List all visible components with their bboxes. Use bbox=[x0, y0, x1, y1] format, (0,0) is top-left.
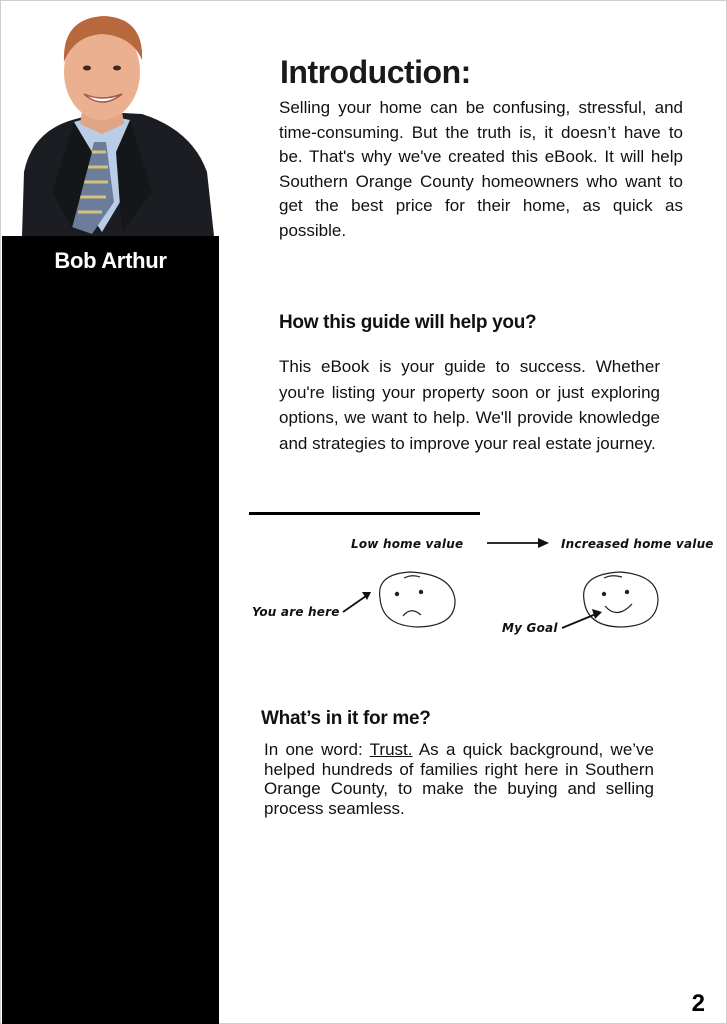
page-number: 2 bbox=[691, 990, 705, 1017]
sad-face-icon bbox=[380, 572, 455, 627]
intro-body: Selling your home can be confusing, stressful, and time-consuming. But the truth is, it doesn’t have to be. That's why we've created this eBook. It will help Southern Orange County homeowners who want to get the best price for their home, as quick as possible. bbox=[279, 98, 683, 240]
pointer-arrow-icon bbox=[562, 609, 602, 628]
happy-face-icon bbox=[584, 572, 658, 627]
low-home-value-label: Low home value bbox=[351, 537, 464, 551]
my-goal-label: My Goal bbox=[502, 621, 558, 635]
trust-word: Trust. bbox=[369, 740, 413, 759]
intro-title: Introduction: bbox=[280, 54, 471, 90]
benefits-heading: What’s in it for me? bbox=[261, 708, 431, 729]
pointer-arrow-icon bbox=[343, 592, 371, 612]
guide-heading: How this guide will help you? bbox=[279, 312, 537, 333]
you-are-here-label: You are here bbox=[252, 605, 340, 619]
agent-name: Bob Arthur bbox=[54, 248, 167, 273]
benefits-body bbox=[264, 740, 654, 818]
increased-home-value-label: Increased home value bbox=[561, 537, 714, 551]
guide-body: This eBook is your guide to success. Whether you're listing your property soon or just exploring options, we want to help. We'll provide knowledge and strategies to improve your real estate journey. bbox=[279, 357, 660, 453]
right-arrow-icon bbox=[487, 538, 549, 548]
benefits-lead: In one word: bbox=[264, 740, 370, 759]
benefits-text: As a quick background, we’ve helped hundreds of families right here in Southern Orange County, to make the buying and selling process seamless. bbox=[264, 740, 654, 818]
